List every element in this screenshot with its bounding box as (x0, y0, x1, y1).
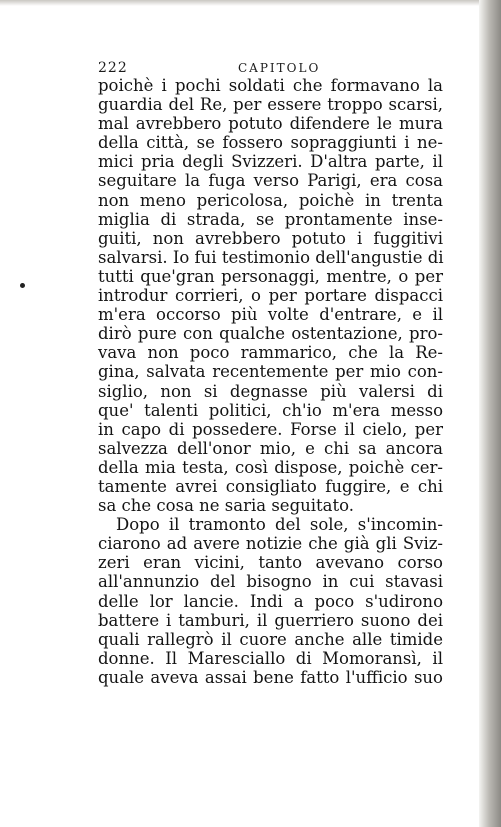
text-line: della mia testa, così dispose, poichè cer- (98, 457, 443, 477)
text-line: guiti, non avrebbero potuto i fuggitivi (98, 228, 443, 248)
text-line: vava non poco rammarico, che la Re- (98, 343, 443, 363)
body-text (98, 76, 443, 687)
page-number: 222 (98, 60, 128, 76)
text-line: m'era occorso più volte d'entrare, e il (98, 305, 443, 325)
text-line: battere i tamburi, il guerriero suono dei (98, 610, 443, 630)
text-line: della città, se fossero sopraggiunti i ne- (98, 133, 443, 153)
text-line: quali rallegrò il cuore anche alle timide (98, 629, 443, 649)
text-line: non meno pericolosa, poichè in trenta (98, 190, 443, 210)
text-line: all'annunzio del bisogno in cui stavasi (98, 572, 443, 592)
text-line: zeri eran vicini, tanto avevano corso (98, 553, 443, 573)
text-line: ciarono ad avere notizie che già gli Sviz- (98, 534, 443, 554)
page-top-shadow (0, 0, 501, 6)
text-line: quale aveva assai bene fatto l'ufficio suo (98, 667, 443, 687)
paragraph-2 (98, 515, 443, 687)
page-gutter-shadow (479, 0, 501, 827)
text-line: gina, salvata recentemente per mio con- (98, 362, 443, 382)
text-line: salvezza dell'onor mio, e chi sa ancora (98, 438, 443, 458)
text-line: poichè i pochi soldati che formavano la (98, 76, 443, 95)
text-line: seguitare la fuga verso Parigi, era cosa (98, 171, 443, 191)
text-line: mici pria degli Svizzeri. D'altra parte, il (98, 152, 443, 172)
text-line: donne. Il Maresciallo di Momoransì, il (98, 648, 443, 668)
paragraph-1 (98, 76, 443, 515)
text-line: delle lor lancie. Indi a poco s'udirono (98, 591, 443, 611)
text-line: sa che cosa ne saria seguitato. (98, 496, 355, 516)
running-head: CAPITOLO (238, 61, 321, 75)
text-line: que' talenti politici, ch'io m'era messo (98, 400, 443, 420)
margin-ink-spot (20, 283, 25, 288)
text-line: mal avrebbero potuto difendere le mura (98, 114, 443, 134)
text-line: in capo di possedere. Forse il cielo, per (98, 419, 443, 439)
text-line: dirò pure con qualche ostentazione, pro- (98, 324, 443, 344)
text-line: Dopo il tramonto del sole, s'incomin- (116, 515, 443, 535)
text-line: salvarsi. Io fui testimonio dell'angustie di (98, 247, 444, 267)
text-line: guardia del Re, per essere troppo scarsi, (98, 95, 443, 115)
text-line: miglia di strada, se prontamente inse- (98, 209, 443, 229)
text-line: tamente avrei consigliato fuggire, e chi (98, 476, 443, 496)
text-line: siglio, non si degnasse più valersi di (98, 381, 443, 401)
text-line: introdur corrieri, o per portare dispacci (98, 286, 443, 306)
text-line: tutti que'gran personaggi, mentre, o per (98, 266, 443, 286)
